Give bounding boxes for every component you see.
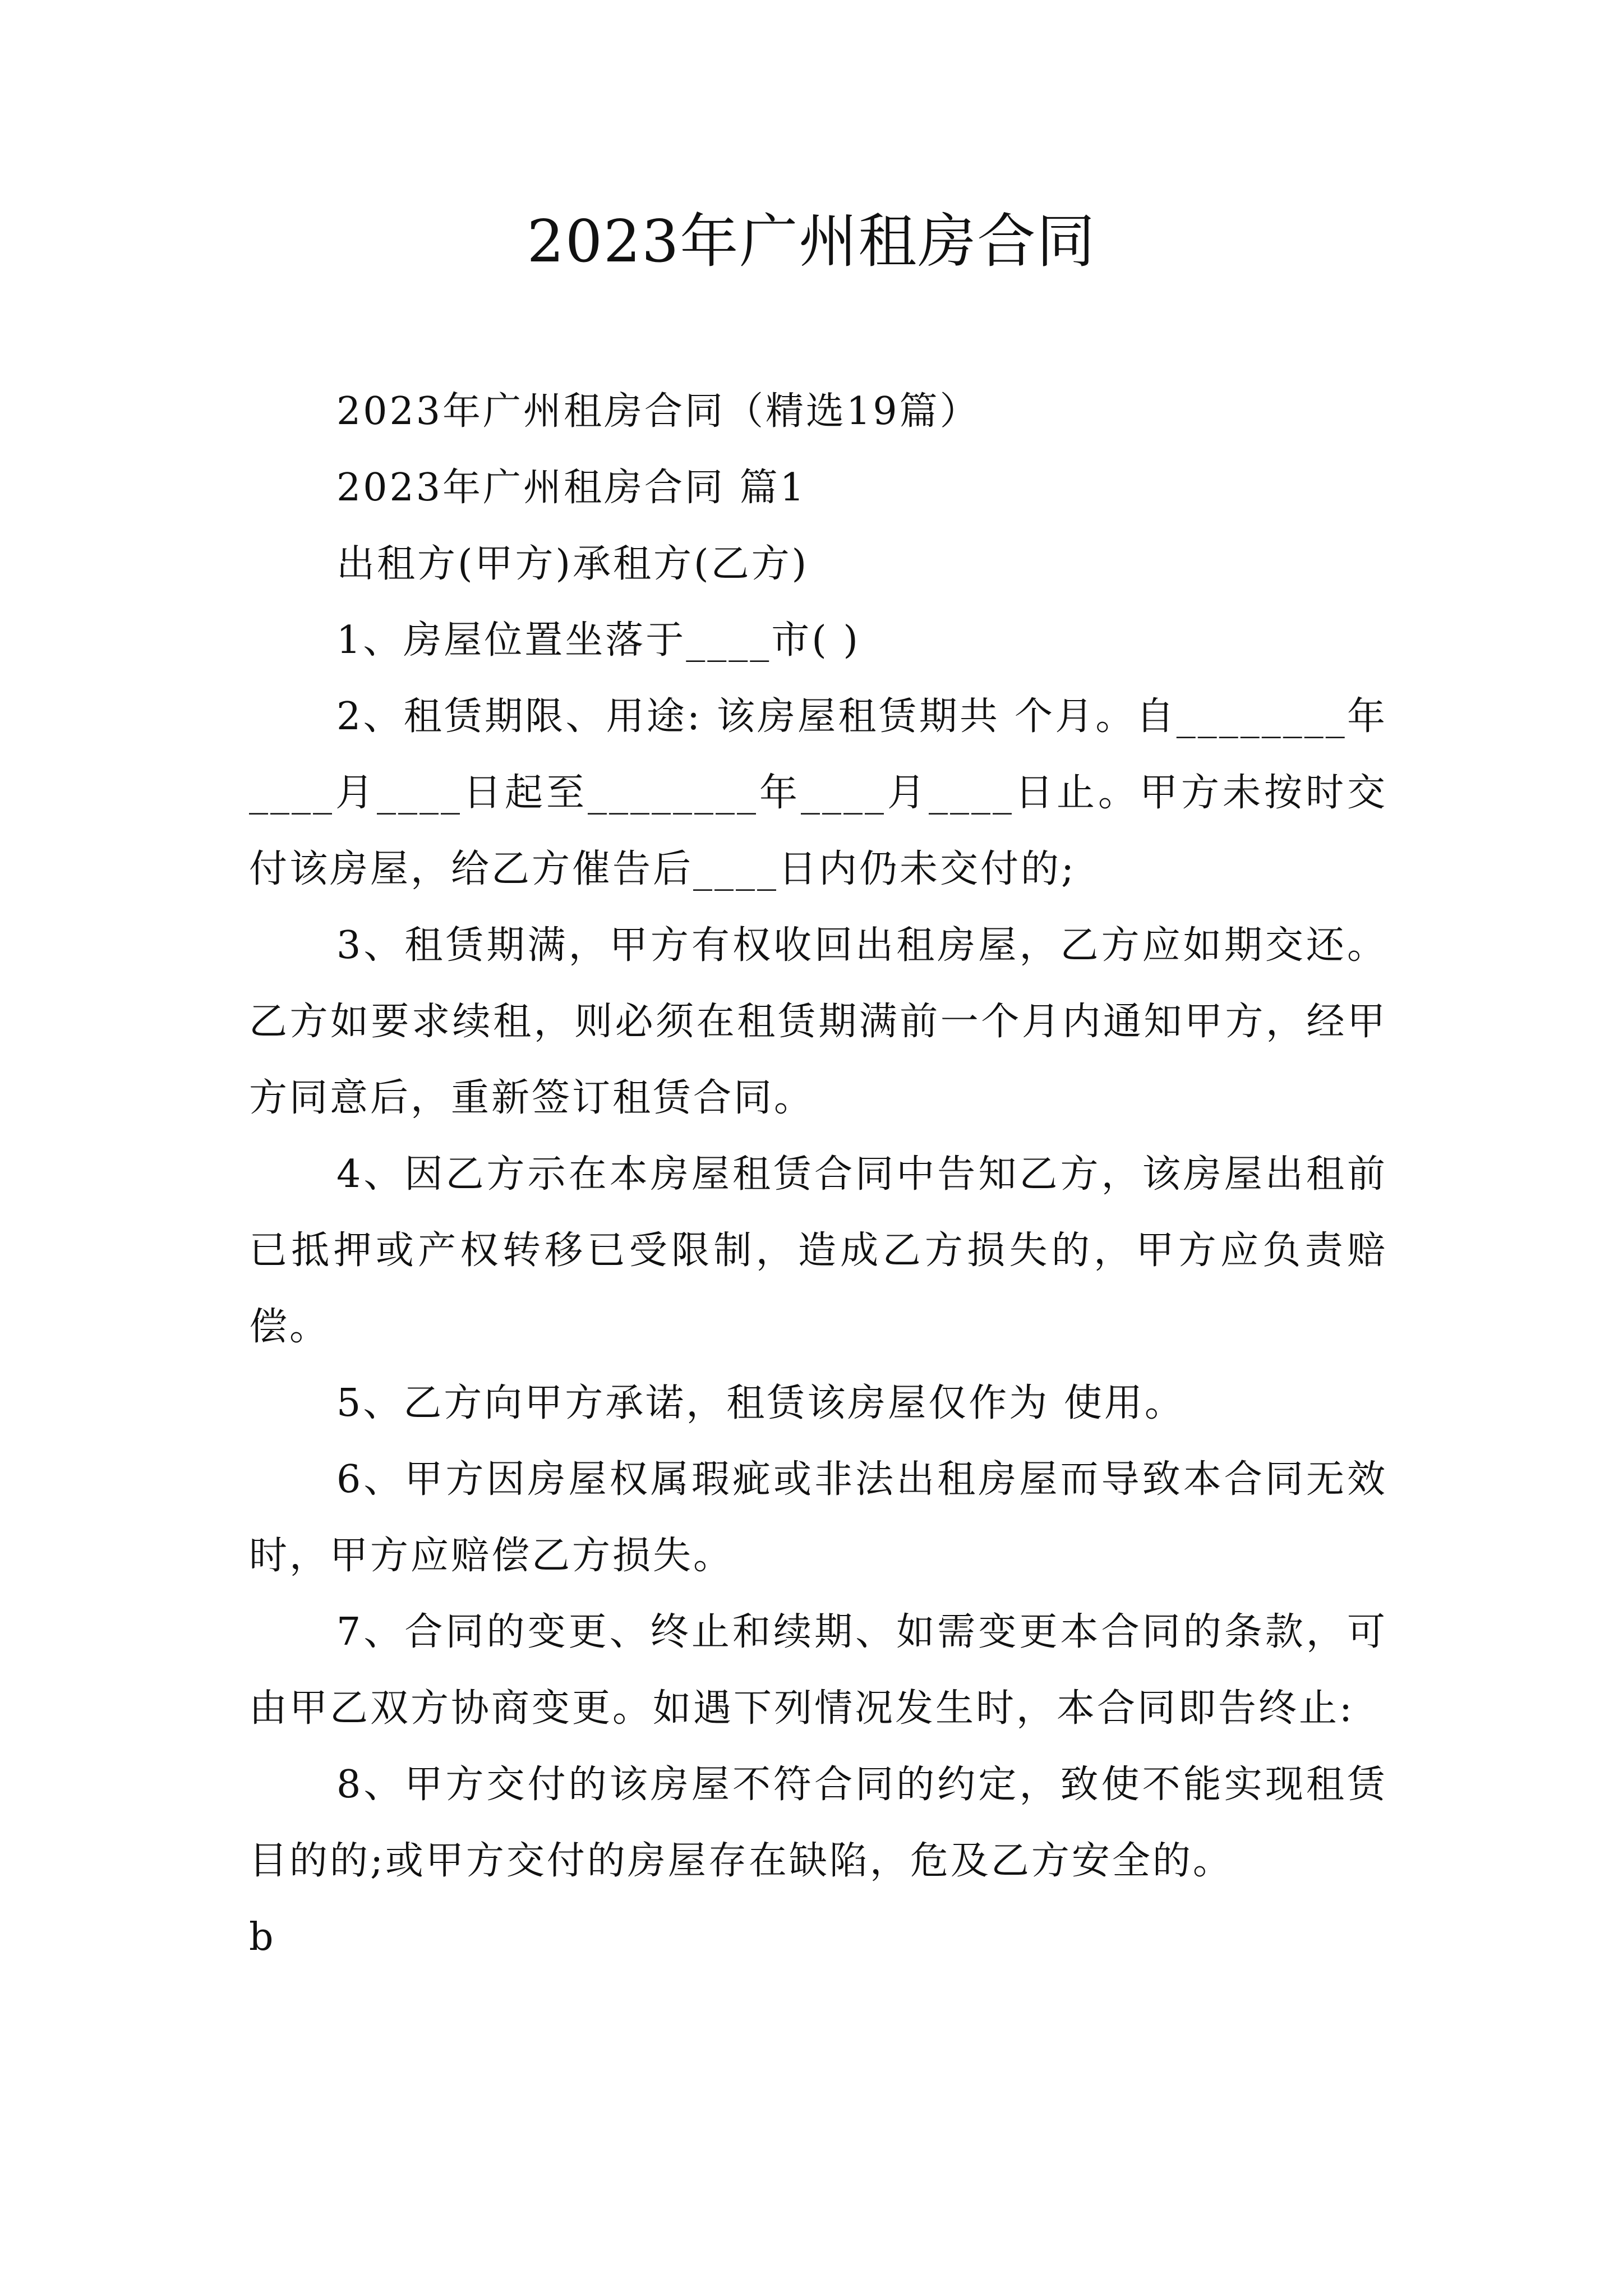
clause-1: 1、房屋位置坐落于____市( ) [336,618,860,662]
document-body [249,374,1387,1976]
paragraph-subtitle: 2023年广州租房合同（精选19篇） [336,389,980,434]
trailing-fragment: b [249,1915,276,1959]
page-title: 2023年广州租房合同 [527,207,1096,275]
paragraph-parties: 出租方(甲方)承租方(乙方) [336,542,809,586]
clause-4: 4、因乙方示在本房屋租赁合同中告知乙方，该房屋出租前已抵押或产权转移已受限制，造成乙方损失的，甲方应负责赔偿。 [249,1152,1387,1349]
clause-3: 3、租赁期满，甲方有权收回出租房屋，乙方应如期交还。乙方如要求续租，则必须在租赁期满前一个月内通知甲方，经甲方同意后，重新签订租赁合同。 [249,923,1387,1120]
clause-2: 2、租赁期限、用途: 该房屋租赁期共 个月。自________年____月____日起至________年____月____日止。甲方未按时交付该房屋，给乙方催告后____日内仍未交付的; [249,694,1387,891]
clause-8: 8、甲方交付的该房屋不符合同的约定，致使不能实现租赁目的的;或甲方交付的房屋存在缺陷，危及乙方安全的。 [249,1763,1387,1883]
clause-6: 6、甲方因房屋权属瑕疵或非法出租房屋而导致本合同无效时，甲方应赔偿乙方损失。 [249,1457,1387,1578]
clause-7: 7、合同的变更、终止和续期、如需变更本合同的条款，可由甲乙双方协商变更。如遇下列情况发生时，本合同即告终止: [249,1610,1387,1731]
paragraph-section-heading: 2023年广州租房合同 篇1 [336,466,806,510]
clause-5: 5、乙方向甲方承诺，租赁该房屋仅作为 使用。 [336,1381,1185,1425]
